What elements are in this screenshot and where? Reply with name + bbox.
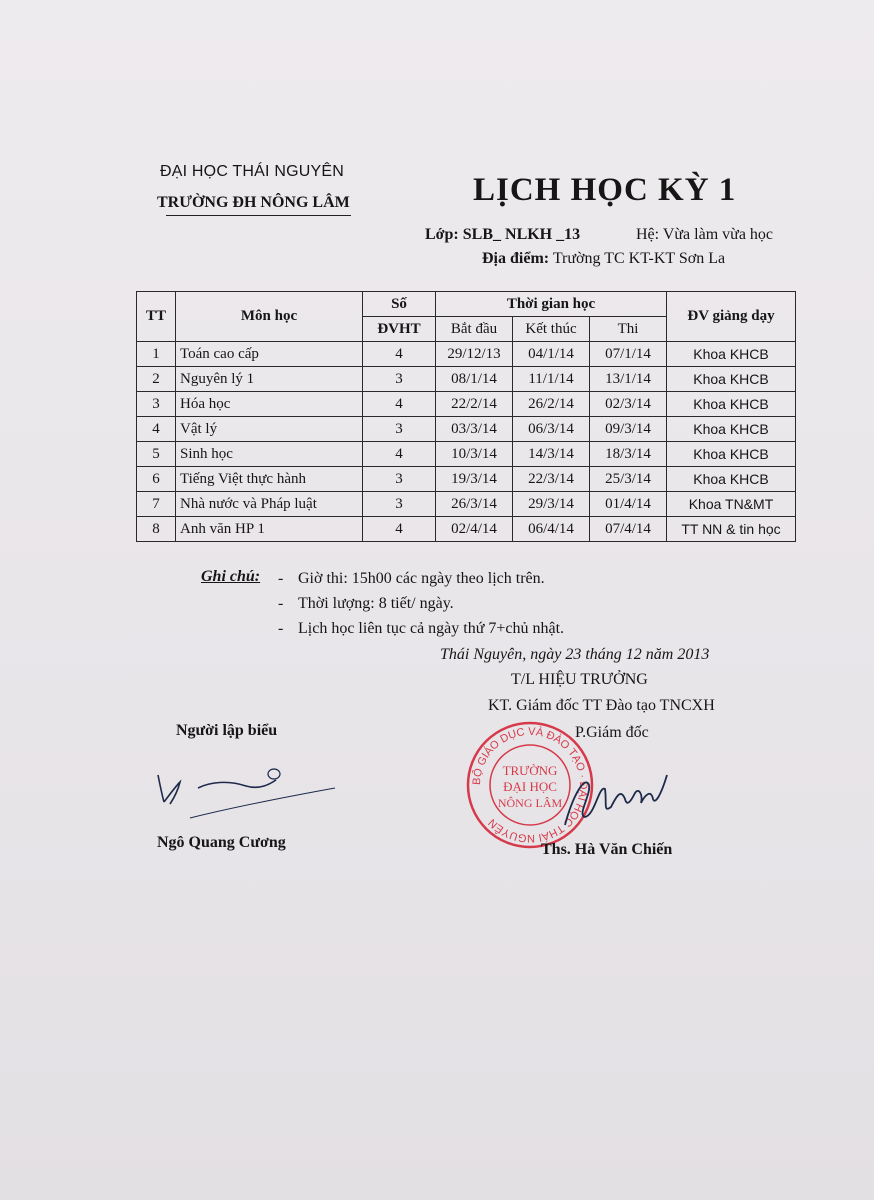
row-units: 4 [363, 442, 436, 467]
notes-label: Ghi chú: [201, 568, 261, 585]
university-name: ĐẠI HỌC THÁI NGUYÊN [160, 163, 344, 180]
table-row [137, 517, 796, 542]
row-end-date: 06/3/14 [513, 417, 590, 442]
seal-line-1: TRƯỜNG [502, 763, 558, 778]
row-units: 3 [363, 417, 436, 442]
seal-ring-text: BỘ GIÁO DỤC VÀ ĐÀO TẠO · ĐẠI HỌC THÁI NGUYÊN [470, 725, 590, 845]
row-units: 4 [363, 517, 436, 542]
row-end-date: 29/3/14 [513, 492, 590, 517]
header-tt: TT [137, 292, 176, 342]
deputy-title: P.Giám đốc [575, 724, 649, 741]
header-subject: Môn học [176, 292, 363, 342]
row-start-date: 10/3/14 [436, 442, 513, 467]
row-start-date: 02/4/14 [436, 517, 513, 542]
row-number: 6 [137, 467, 176, 492]
header-units-top: Số [363, 292, 436, 317]
signer-signature-icon [555, 755, 705, 835]
row-units: 3 [363, 467, 436, 492]
row-exam-date: 18/3/14 [590, 442, 667, 467]
row-exam-date: 09/3/14 [590, 417, 667, 442]
row-subject: Nguyên lý 1 [176, 367, 363, 392]
row-number: 1 [137, 342, 176, 367]
row-teaching-unit: Khoa KHCB [667, 392, 796, 417]
row-subject: Vật lý [176, 417, 363, 442]
header-end: Kết thúc [513, 317, 590, 342]
class-info [425, 226, 580, 244]
row-number: 4 [137, 417, 176, 442]
row-end-date: 04/1/14 [513, 342, 590, 367]
table-row [137, 442, 796, 467]
row-start-date: 19/3/14 [436, 467, 513, 492]
row-teaching-unit: Khoa KHCB [667, 417, 796, 442]
note-weekend: Lịch học liên tục cả ngày thứ 7+chủ nhật. [298, 620, 565, 637]
header-units-bottom: ĐVHT [363, 317, 436, 342]
row-end-date: 26/2/14 [513, 392, 590, 417]
header-unit: ĐV giảng dạy [667, 292, 796, 342]
row-end-date: 22/3/14 [513, 467, 590, 492]
row-subject: Anh văn HP 1 [176, 517, 363, 542]
school-underline [166, 215, 351, 216]
class-label: Lớp: [425, 226, 459, 243]
header-time: Thời gian học [436, 292, 667, 317]
row-units: 4 [363, 392, 436, 417]
row-teaching-unit: Khoa KHCB [667, 467, 796, 492]
row-exam-date: 07/1/14 [590, 342, 667, 367]
row-subject: Nhà nước và Pháp luật [176, 492, 363, 517]
location-value: Trường TC KT-KT Sơn La [552, 250, 726, 267]
row-number: 7 [137, 492, 176, 517]
schedule-table [136, 291, 796, 542]
system-label: Hệ: [636, 226, 660, 243]
seal-line-3: NÔNG LÂM [497, 796, 563, 810]
row-teaching-unit: Khoa KHCB [667, 342, 796, 367]
row-start-date: 29/12/13 [436, 342, 513, 367]
row-number: 5 [137, 442, 176, 467]
on-behalf-line: T/L HIỆU TRƯỞNG [511, 671, 648, 688]
row-start-date: 26/3/14 [436, 492, 513, 517]
row-teaching-unit: Khoa TN&MT [667, 492, 796, 517]
row-teaching-unit: TT NN & tin học [667, 517, 796, 542]
note-dash: - [278, 595, 284, 612]
row-subject: Toán cao cấp [176, 342, 363, 367]
row-teaching-unit: Khoa KHCB [667, 442, 796, 467]
preparer-signature-icon [150, 760, 350, 820]
row-subject: Hóa học [176, 392, 363, 417]
header-exam: Thi [590, 317, 667, 342]
schedule-rows [137, 342, 796, 542]
date-line: Thái Nguyên, ngày 23 tháng 12 năm 2013 [440, 646, 710, 663]
table-row [137, 492, 796, 517]
row-units: 3 [363, 492, 436, 517]
preparer-name: Ngô Quang Cương [157, 834, 286, 851]
note-dash: - [278, 570, 284, 587]
location-label: Địa điểm: [482, 250, 550, 267]
row-number: 2 [137, 367, 176, 392]
header-start: Bắt đầu [436, 317, 513, 342]
table-row [137, 342, 796, 367]
row-exam-date: 07/4/14 [590, 517, 667, 542]
table-row [137, 367, 796, 392]
row-end-date: 11/1/14 [513, 367, 590, 392]
row-exam-date: 25/3/14 [590, 467, 667, 492]
row-teaching-unit: Khoa KHCB [667, 367, 796, 392]
row-subject: Sinh học [176, 442, 363, 467]
table-row [137, 392, 796, 417]
row-exam-date: 01/4/14 [590, 492, 667, 517]
row-number: 8 [137, 517, 176, 542]
row-units: 4 [363, 342, 436, 367]
system-value: Vừa làm vừa học [662, 226, 774, 243]
row-number: 3 [137, 392, 176, 417]
note-exam-time: Giờ thi: 15h00 các ngày theo lịch trên. [298, 570, 545, 587]
row-units: 3 [363, 367, 436, 392]
class-value: SLB_ NLKH _13 [462, 226, 581, 243]
row-end-date: 14/3/14 [513, 442, 590, 467]
page-title: LỊCH HỌC KỲ 1 [473, 172, 737, 208]
note-dash: - [278, 620, 284, 637]
row-start-date: 22/2/14 [436, 392, 513, 417]
location-info [482, 250, 725, 268]
kt-line: KT. Giám đốc TT Đào tạo TNCXH [488, 697, 715, 714]
preparer-title: Người lập biểu [176, 722, 278, 739]
seal-line-2: ĐẠI HỌC [503, 779, 557, 794]
note-duration: Thời lượng: 8 tiết/ ngày. [298, 595, 454, 612]
system-info [636, 226, 773, 244]
row-exam-date: 02/3/14 [590, 392, 667, 417]
table-row [137, 467, 796, 492]
school-name: TRƯỜNG ĐH NÔNG LÂM [157, 194, 350, 211]
row-subject: Tiếng Việt thực hành [176, 467, 363, 492]
row-exam-date: 13/1/14 [590, 367, 667, 392]
row-start-date: 03/3/14 [436, 417, 513, 442]
row-start-date: 08/1/14 [436, 367, 513, 392]
row-end-date: 06/4/14 [513, 517, 590, 542]
table-row [137, 417, 796, 442]
signer-name: Ths. Hà Văn Chiến [541, 841, 673, 858]
